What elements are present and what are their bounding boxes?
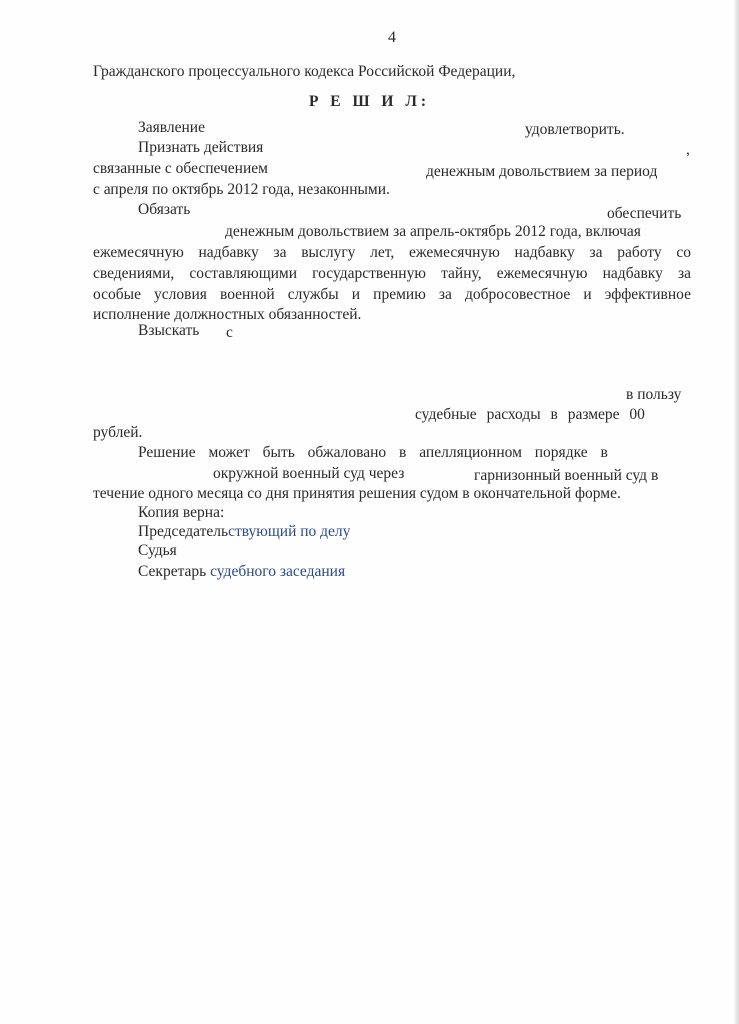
p2-line3: с апреля по октябрь 2012 года, незаконными. — [93, 181, 390, 198]
p1-end: удовлетворить. — [525, 121, 625, 138]
p5-line2-a: окружной военный суд через — [213, 465, 405, 482]
p4-line1-start: Взыскать — [138, 322, 200, 339]
p1-start: Заявление — [138, 119, 205, 136]
p3-line6: исполнение должностных обязанностей. — [93, 306, 362, 323]
p2-comma: , — [686, 141, 690, 158]
p5-line3: течение одного месяца со дня принятия решения судом в окончательной форме. — [93, 485, 621, 502]
p3-line3: ежемесячную надбавку за выслугу лет, ежемесячную надбавку за работу со — [93, 244, 691, 261]
p2-line1: Признать действия — [138, 139, 264, 156]
p3-line1-start: Обязать — [138, 201, 191, 218]
presiding-judge-label: Председательствующий по делу — [138, 523, 351, 540]
p3-line2: денежным довольствием за апрель-октябрь 2012 года, включая — [225, 223, 641, 240]
judge-label: Судья — [138, 542, 177, 559]
intro-line: Гражданского процессуального кодекса Российской Федерации, — [93, 63, 516, 80]
p4-line2-end: в пользу — [626, 386, 682, 403]
p3-line5: особые условия военной службы и премию за добросовестное и эффективное — [93, 286, 691, 303]
copy-certified: Копия верна: — [138, 504, 225, 521]
secretary-label: Секретарь судебного заседания — [138, 563, 346, 580]
p2-line2-start: связанные с обеспечением — [93, 160, 268, 177]
scan-edge-shadow — [733, 0, 739, 1024]
p4-line3: судебные расходы в размере 00 — [415, 406, 645, 423]
page-number: 4 — [388, 29, 396, 46]
p5-line1: Решение может быть обжаловано в апелляционном порядке в — [138, 444, 608, 461]
p4-line4: рублей. — [93, 424, 143, 441]
p3-line1-end: обеспечить — [607, 205, 682, 222]
p4-line1-c: с — [226, 324, 233, 341]
p2-line2-mid: денежным довольствием за период — [426, 163, 658, 180]
decision-heading: Р Е Ш И Л: — [308, 93, 431, 110]
p5-line2-b: гарнизонный военный суд в — [474, 467, 659, 484]
p3-line4: сведениями, составляющими государственную тайну, ежемесячную надбавку за — [93, 265, 691, 282]
